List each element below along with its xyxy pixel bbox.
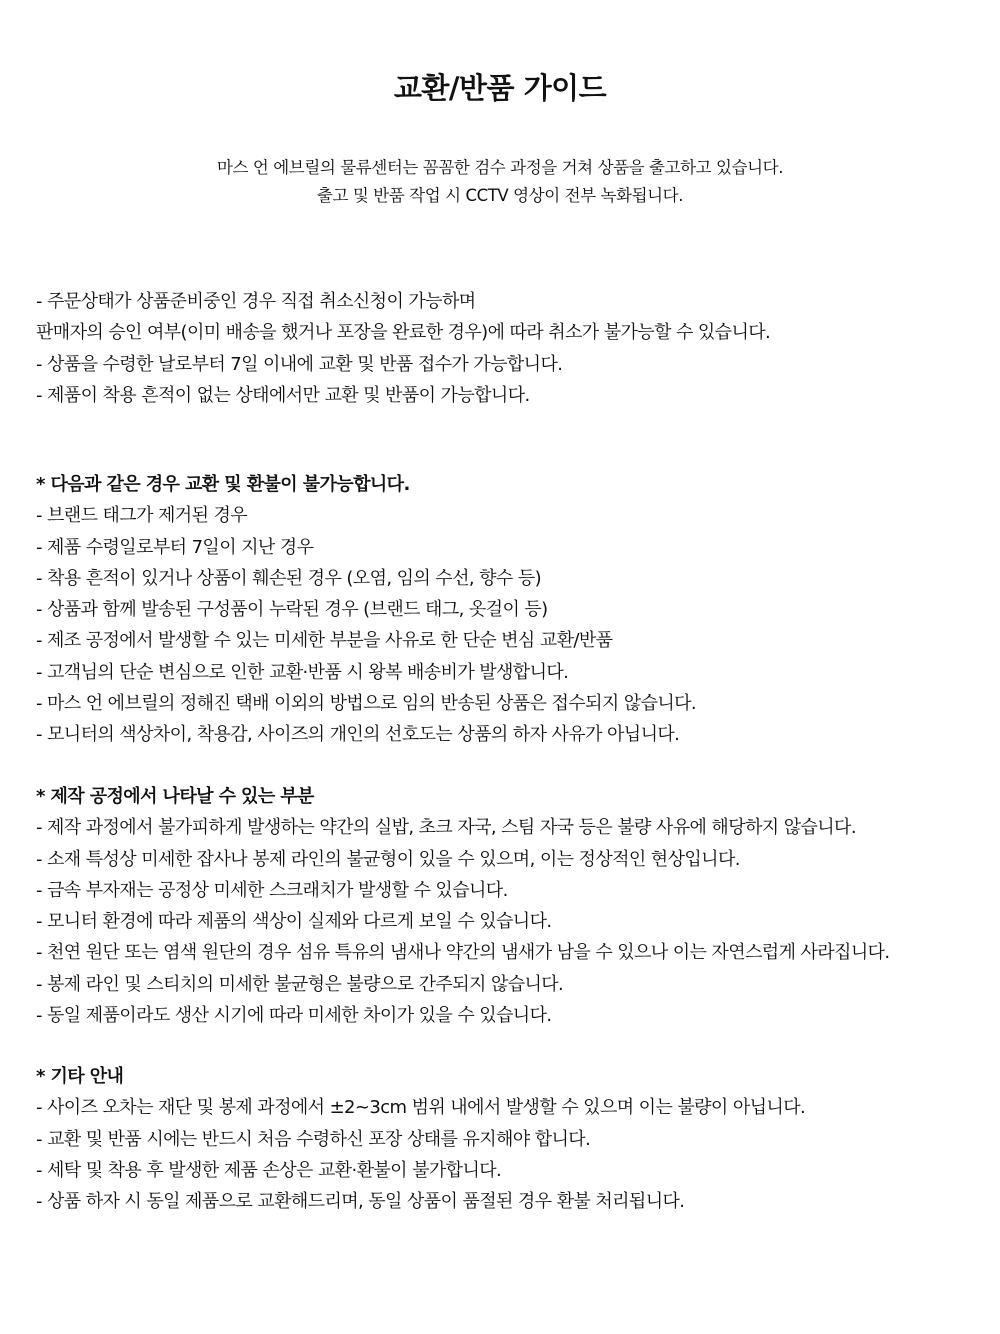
list-item: - 제품 수령일로부터 7일이 지난 경우 [36, 536, 314, 558]
section-heading: * 제작 공정에서 나타날 수 있는 부분 [36, 786, 314, 807]
list-item: - 세탁 및 착용 후 발생한 제품 손상은 교환·환불이 불가합니다. [36, 1159, 502, 1181]
list-item: - 봉제 라인 및 스티치의 미세한 불균형은 불량으로 간주되지 않습니다. [36, 973, 564, 995]
list-item: - 착용 흔적이 있거나 상품이 훼손된 경우 (오염, 임의 수선, 향수 등) [36, 567, 542, 589]
other-info-section [36, 1061, 976, 1217]
section-heading: * 다음과 같은 경우 교환 및 환불이 불가능합니다. [36, 474, 410, 495]
intro-line: 마스 언 에브릴의 물류센터는 꼼꼼한 검수 과정을 거쳐 상품을 출고하고 있습니다. [216, 158, 784, 177]
production-notes-section [36, 781, 976, 1031]
list-item: - 제조 공정에서 발생할 수 있는 미세한 부분을 사유로 한 단순 변심 교환/반품 [36, 630, 613, 652]
basic-policy-section [36, 286, 976, 411]
intro-text [0, 154, 1000, 210]
list-item: - 교환 및 반품 시에는 반드시 처음 수령하신 포장 상태를 유지해야 합니다. [36, 1128, 591, 1150]
list-item: - 천연 원단 또는 염색 원단의 경우 섬유 특유의 냄새나 약간의 냄새가 남을 수 있으나 이는 자연스럽게 사라집니다. [36, 942, 890, 964]
list-item: - 상품 하자 시 동일 제품으로 교환해드리며, 동일 상품이 품절된 경우 환불 처리됩니다. [36, 1191, 685, 1213]
list-item: - 사이즈 오차는 재단 및 봉제 과정에서 ±2~3cm 범위 내에서 발생할 수 있으며 이는 불량이 아닙니다. [36, 1097, 806, 1119]
non-returnable-section [36, 469, 976, 751]
list-item: - 금속 부자재는 공정상 미세한 스크래치가 발생할 수 있습니다. [36, 879, 508, 901]
list-item: - 브랜드 태그가 제거된 경우 [36, 505, 248, 527]
list-item: - 소재 특성상 미세한 잡사나 봉제 라인의 불균형이 있을 수 있으며, 이는 정상적인 현상입니다. [36, 848, 740, 870]
list-item: - 마스 언 에브릴의 정해진 택배 이외의 방법으로 임의 반송된 상품은 접수되지 않습니다. [36, 693, 697, 715]
list-item: - 모니터의 색상차이, 착용감, 사이즈의 개인의 선호도는 상품의 하자 사유가 아닙니다. [36, 724, 680, 746]
list-item: - 모니터 환경에 따라 제품의 색상이 실제와 다르게 보일 수 있습니다. [36, 911, 552, 933]
list-item: - 상품과 함께 발송된 구성품이 누락된 경우 (브랜드 태그, 옷걸이 등) [36, 599, 548, 621]
policy-line: - 제품이 착용 흔적이 없는 상태에서만 교환 및 반품이 가능합니다. [36, 384, 530, 406]
list-item: - 동일 제품이라도 생산 시기에 따라 미세한 차이가 있을 수 있습니다. [36, 1005, 552, 1027]
policy-line: - 상품을 수령한 날로부터 7일 이내에 교환 및 반품 접수가 가능합니다. [36, 353, 563, 375]
policy-line: - 주문상태가 상품준비중인 경우 직접 취소신청이 가능하며 [36, 291, 476, 312]
page-title: 교환/반품 가이드 [393, 71, 607, 105]
list-item: - 고객님의 단순 변심으로 인한 교환·반품 시 왕복 배송비가 발생합니다. [36, 661, 569, 683]
policy-line: 판매자의 승인 여부(이미 배송을 했거나 포장을 완료한 경우)에 따라 취소가 불가능할 수 있습니다. [36, 322, 771, 344]
section-heading: * 기타 안내 [36, 1066, 124, 1087]
list-item: - 제작 과정에서 불가피하게 발생하는 약간의 실밥, 초크 자국, 스팀 자국 등은 불량 사유에 해당하지 않습니다. [36, 817, 856, 839]
intro-line: 출고 및 반품 작업 시 CCTV 영상이 전부 녹화됩니다. [316, 186, 684, 205]
